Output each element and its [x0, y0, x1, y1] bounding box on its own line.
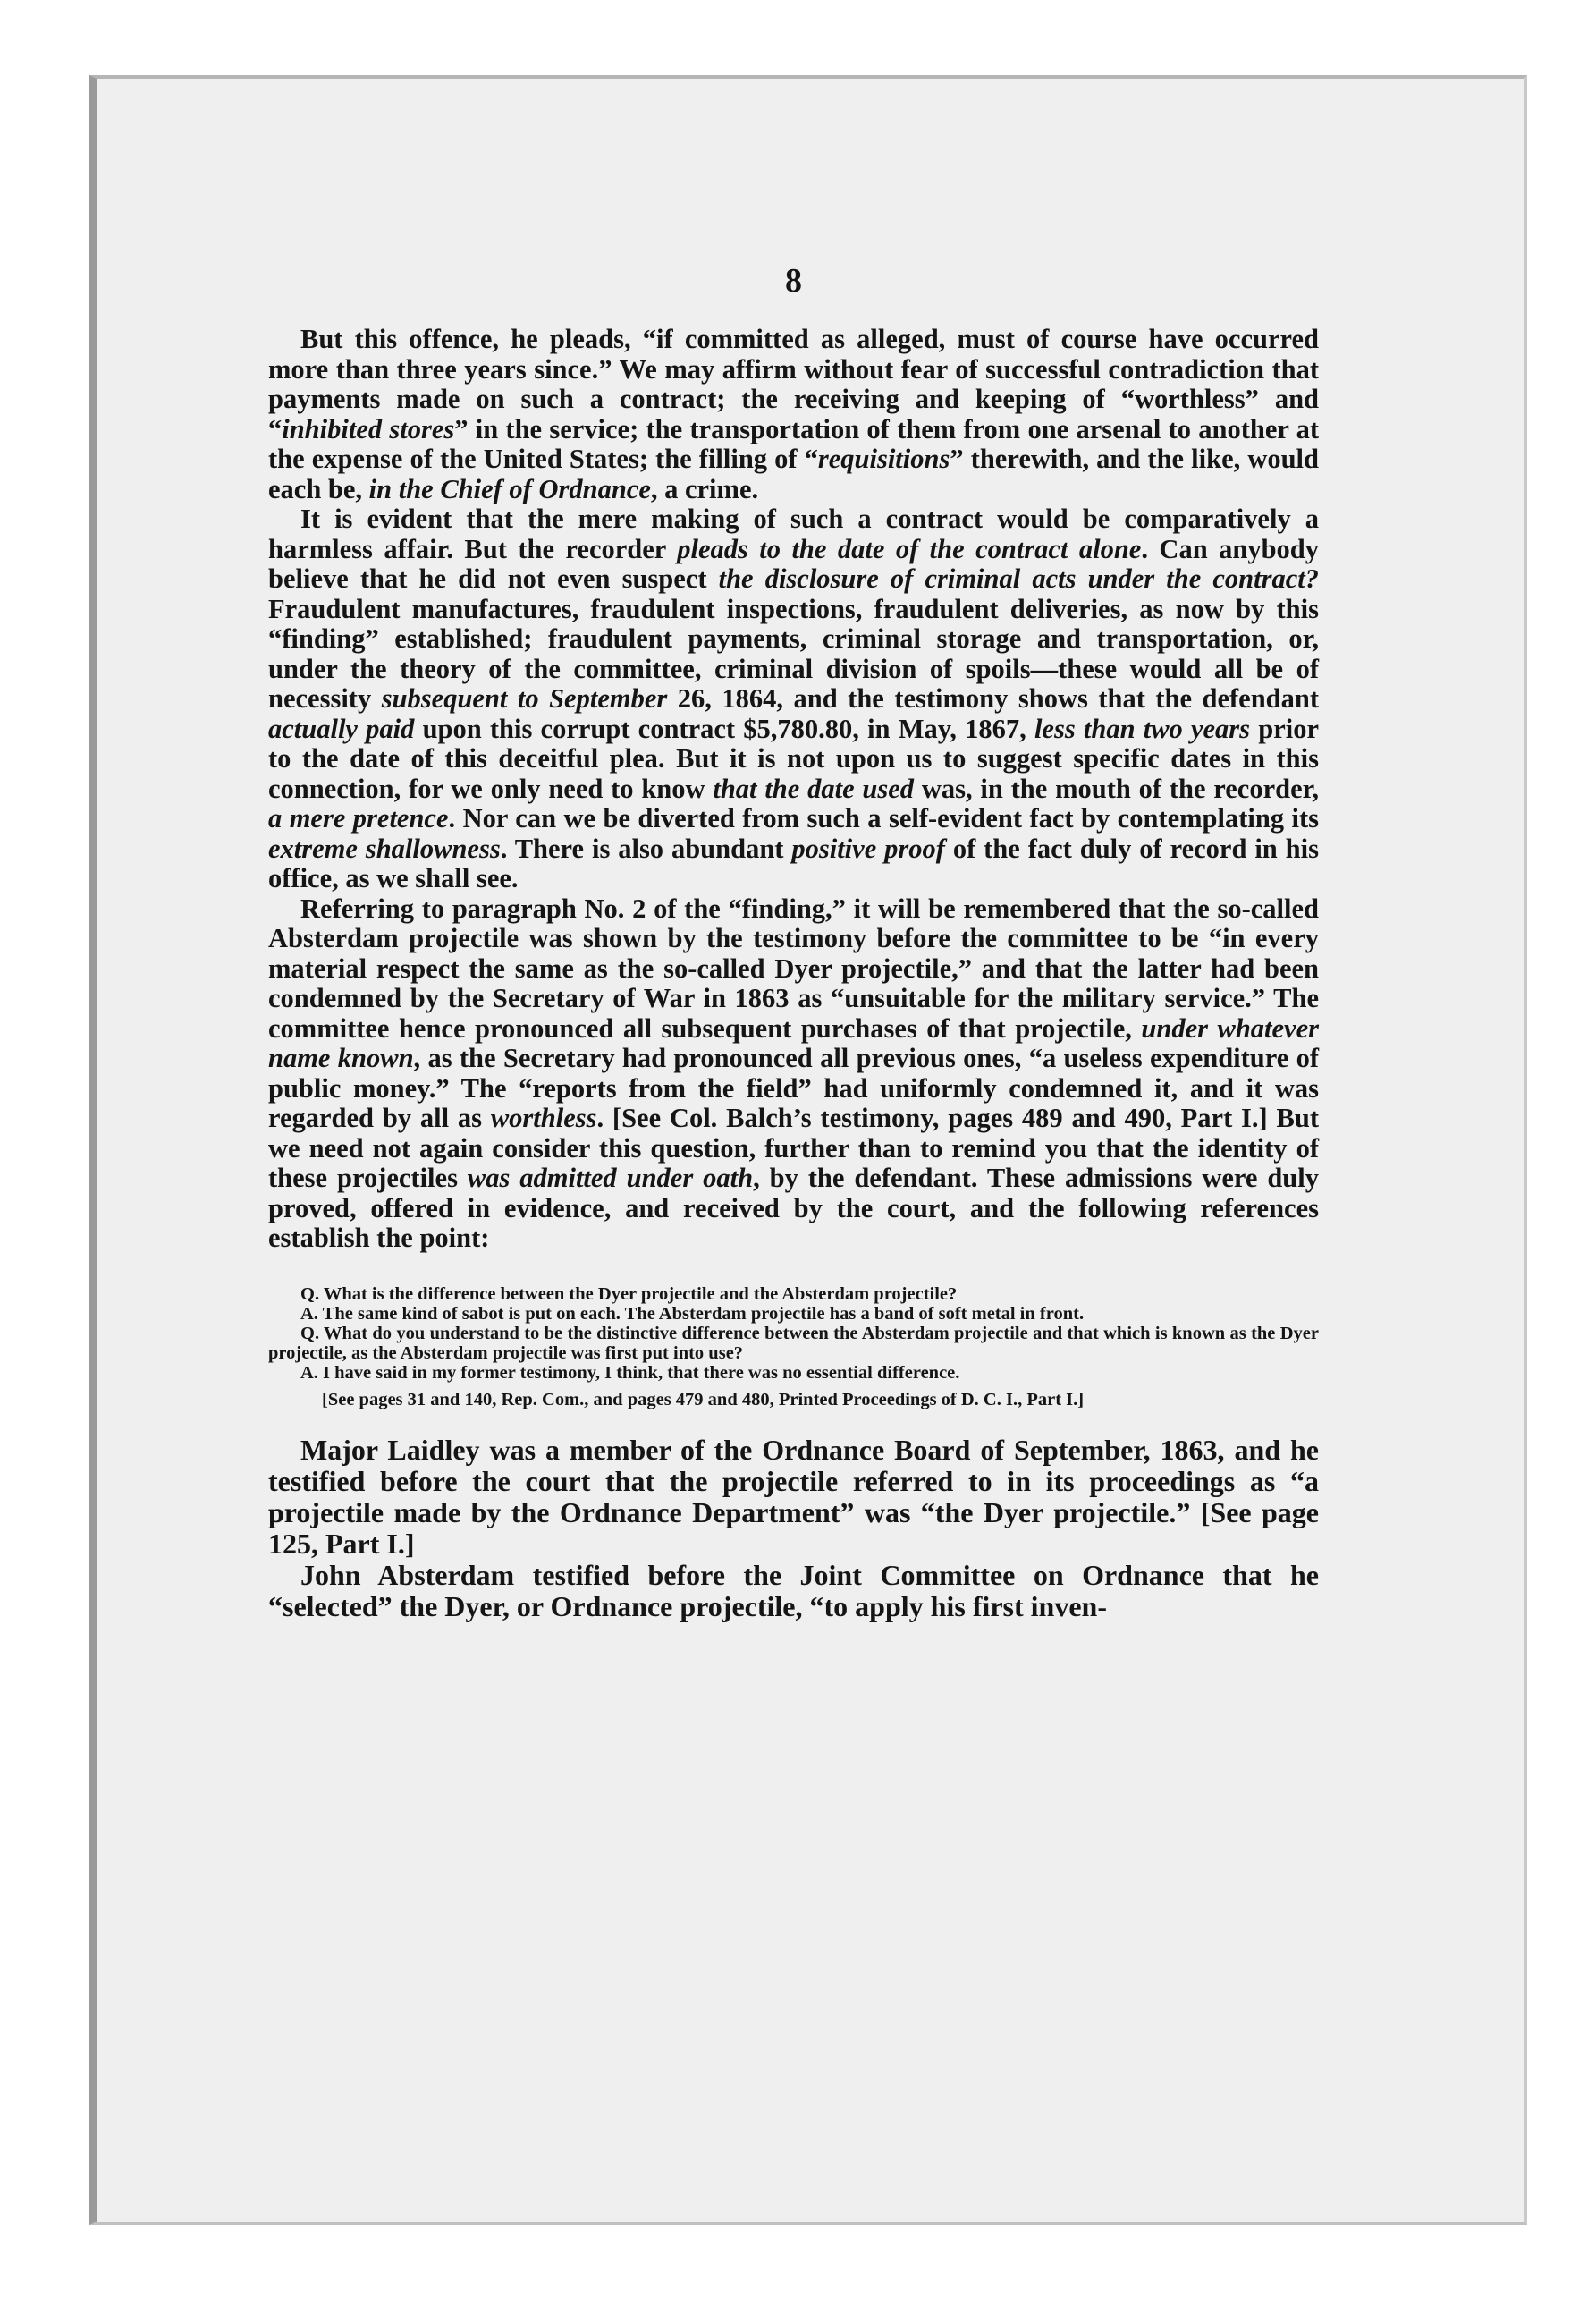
italic-phrase: worthless [490, 1103, 597, 1133]
italic-phrase: a mere pretence [268, 803, 449, 834]
testimony-line: A. I have said in my former testimony, I think, that there was no essential difference. [300, 1362, 960, 1383]
closing-paragraph: John Absterdam testified before the Joint Committee on Ordnance that he “selected” the Dyer, or Ordnance projectile, “to apply his first inven- [268, 1558, 1319, 1622]
italic-phrase: pleads to the date of the contract alone [677, 533, 1142, 564]
italic-phrase: subsequent to September [381, 683, 668, 714]
italic-phrase: positive proof [791, 833, 945, 864]
italic-phrase: was admitted under oath [467, 1163, 754, 1193]
paragraph [268, 325, 1319, 504]
italic-phrase: actually paid [268, 713, 415, 744]
testimony-line: Q. What is the difference between the Dyer projectile and the Absterdam projectile? [300, 1283, 958, 1304]
text-run: ” therewith, and the like, would each be, [268, 444, 1319, 504]
page-number: 8 [785, 262, 802, 300]
italic-phrase: less than two years [1034, 713, 1251, 744]
text-run: upon this corrupt contract $5,780.80, in May, 1867, [414, 713, 1034, 744]
closing-paragraph: Major Laidley was a member of the Ordnance Board of September, 1863, and he testified before the court that the projectile referred to in its proceedings as “a projectile made by the Ordnance Department” was “the Dyer projectile.” [See page 125, Part I.] [268, 1433, 1319, 1560]
text-run: ” in the service; the transportation of them from one arsenal to another at the expense of the United States; the filling of “ [268, 413, 1319, 474]
document-page [268, 264, 1319, 1622]
italic-phrase: that the date used [713, 773, 915, 804]
text-run: prior to the date of this deceitful plea. But it is not upon us to suggest specific dates in this connection, for we only need to know [268, 713, 1319, 804]
paragraph [268, 894, 1319, 1254]
italic-phrase: under whatever name known [268, 1012, 1319, 1073]
italic-phrase: extreme shallowness [268, 833, 501, 864]
italic-phrase: the disclosure of criminal acts under the contract? [718, 563, 1319, 594]
reference-citation: [See pages 31 and 140, Rep. Com., and pages 479 and 480, Printed Proceedings of D. C. I., Part I.] [322, 1389, 1085, 1409]
text-run: , a crime. [650, 473, 759, 504]
text-run: . Nor can we be diverted from such a self-evident fact by contemplating its [448, 803, 1319, 834]
testimony-line: A. The same kind of sabot is put on each. The Absterdam projectile has a band of soft metal in front. [300, 1303, 1085, 1324]
text-run: was, in the mouth of the recorder, [914, 773, 1319, 804]
text-run: Fraudulent manufactures, fraudulent inspections, fraudulent deliveries, as now by this “finding” established; fraudulent payments, criminal storage and transportation, or, under the theory of the committee, criminal division of spoils—these would all be of necessity [268, 593, 1319, 714]
text-run: It is evident that the mere making of such a contract would be comparatively a harmless affair. But the recorder [268, 504, 1319, 564]
text-run: . There is also abundant [500, 833, 792, 864]
text-run: . [See Col. Balch’s testimony, pages 489 and 490, Part I.] But we need not again consider this question, further than to remind you that the identity of these projectiles [268, 1103, 1319, 1193]
text-run: . Can anybody believe that he did not even suspect [268, 533, 1319, 594]
testimony-excerpt [268, 1284, 1319, 1409]
text-run: 26, 1864, and the testimony shows that the defendant [667, 683, 1320, 714]
text-run: of the fact duly of record in his office, as we shall see. [268, 833, 1319, 893]
body-text [268, 325, 1319, 1254]
italic-phrase: in the Chief of Ordnance [368, 473, 651, 504]
text-run: But this offence, he pleads, “if committed as alleged, must of course have occurred more than three years since.” We may affirm without fear of successful contradiction that payments made on such a contract; the receiving and keeping of “worthless” and “ [268, 324, 1319, 444]
testimony-line: Q. What do you understand to be the distinctive difference between the Absterdam projectile and that which is known as the Dyer projectile, as the Absterdam projectile was first put into use? [268, 1323, 1319, 1363]
text-run: Referring to paragraph No. 2 of the “finding,” it will be remembered that the so-called Absterdam projectile was shown by the testimony before the committee to be “in every material respect the same as the so-called Dyer projectile,” and that the latter had been condemned by the Secretary of War in 1863 as “unsuitable for the military service.” The committee hence pronounced all subsequent purchases of that projectile, [268, 893, 1319, 1044]
italic-phrase: requisitions [817, 444, 950, 474]
paragraph [268, 504, 1319, 894]
text-run: , as the Secretary had pronounced all previous ones, “a useless expenditure of public money.” The “reports from the field” had uniformly condemned it, and it was regarded by all as [268, 1043, 1319, 1133]
text-run: , by the defendant. These admissions were duly proved, offered in evidence, and received by the court, and the following references establish the point: [268, 1163, 1319, 1253]
italic-phrase: inhibited stores [282, 413, 455, 444]
